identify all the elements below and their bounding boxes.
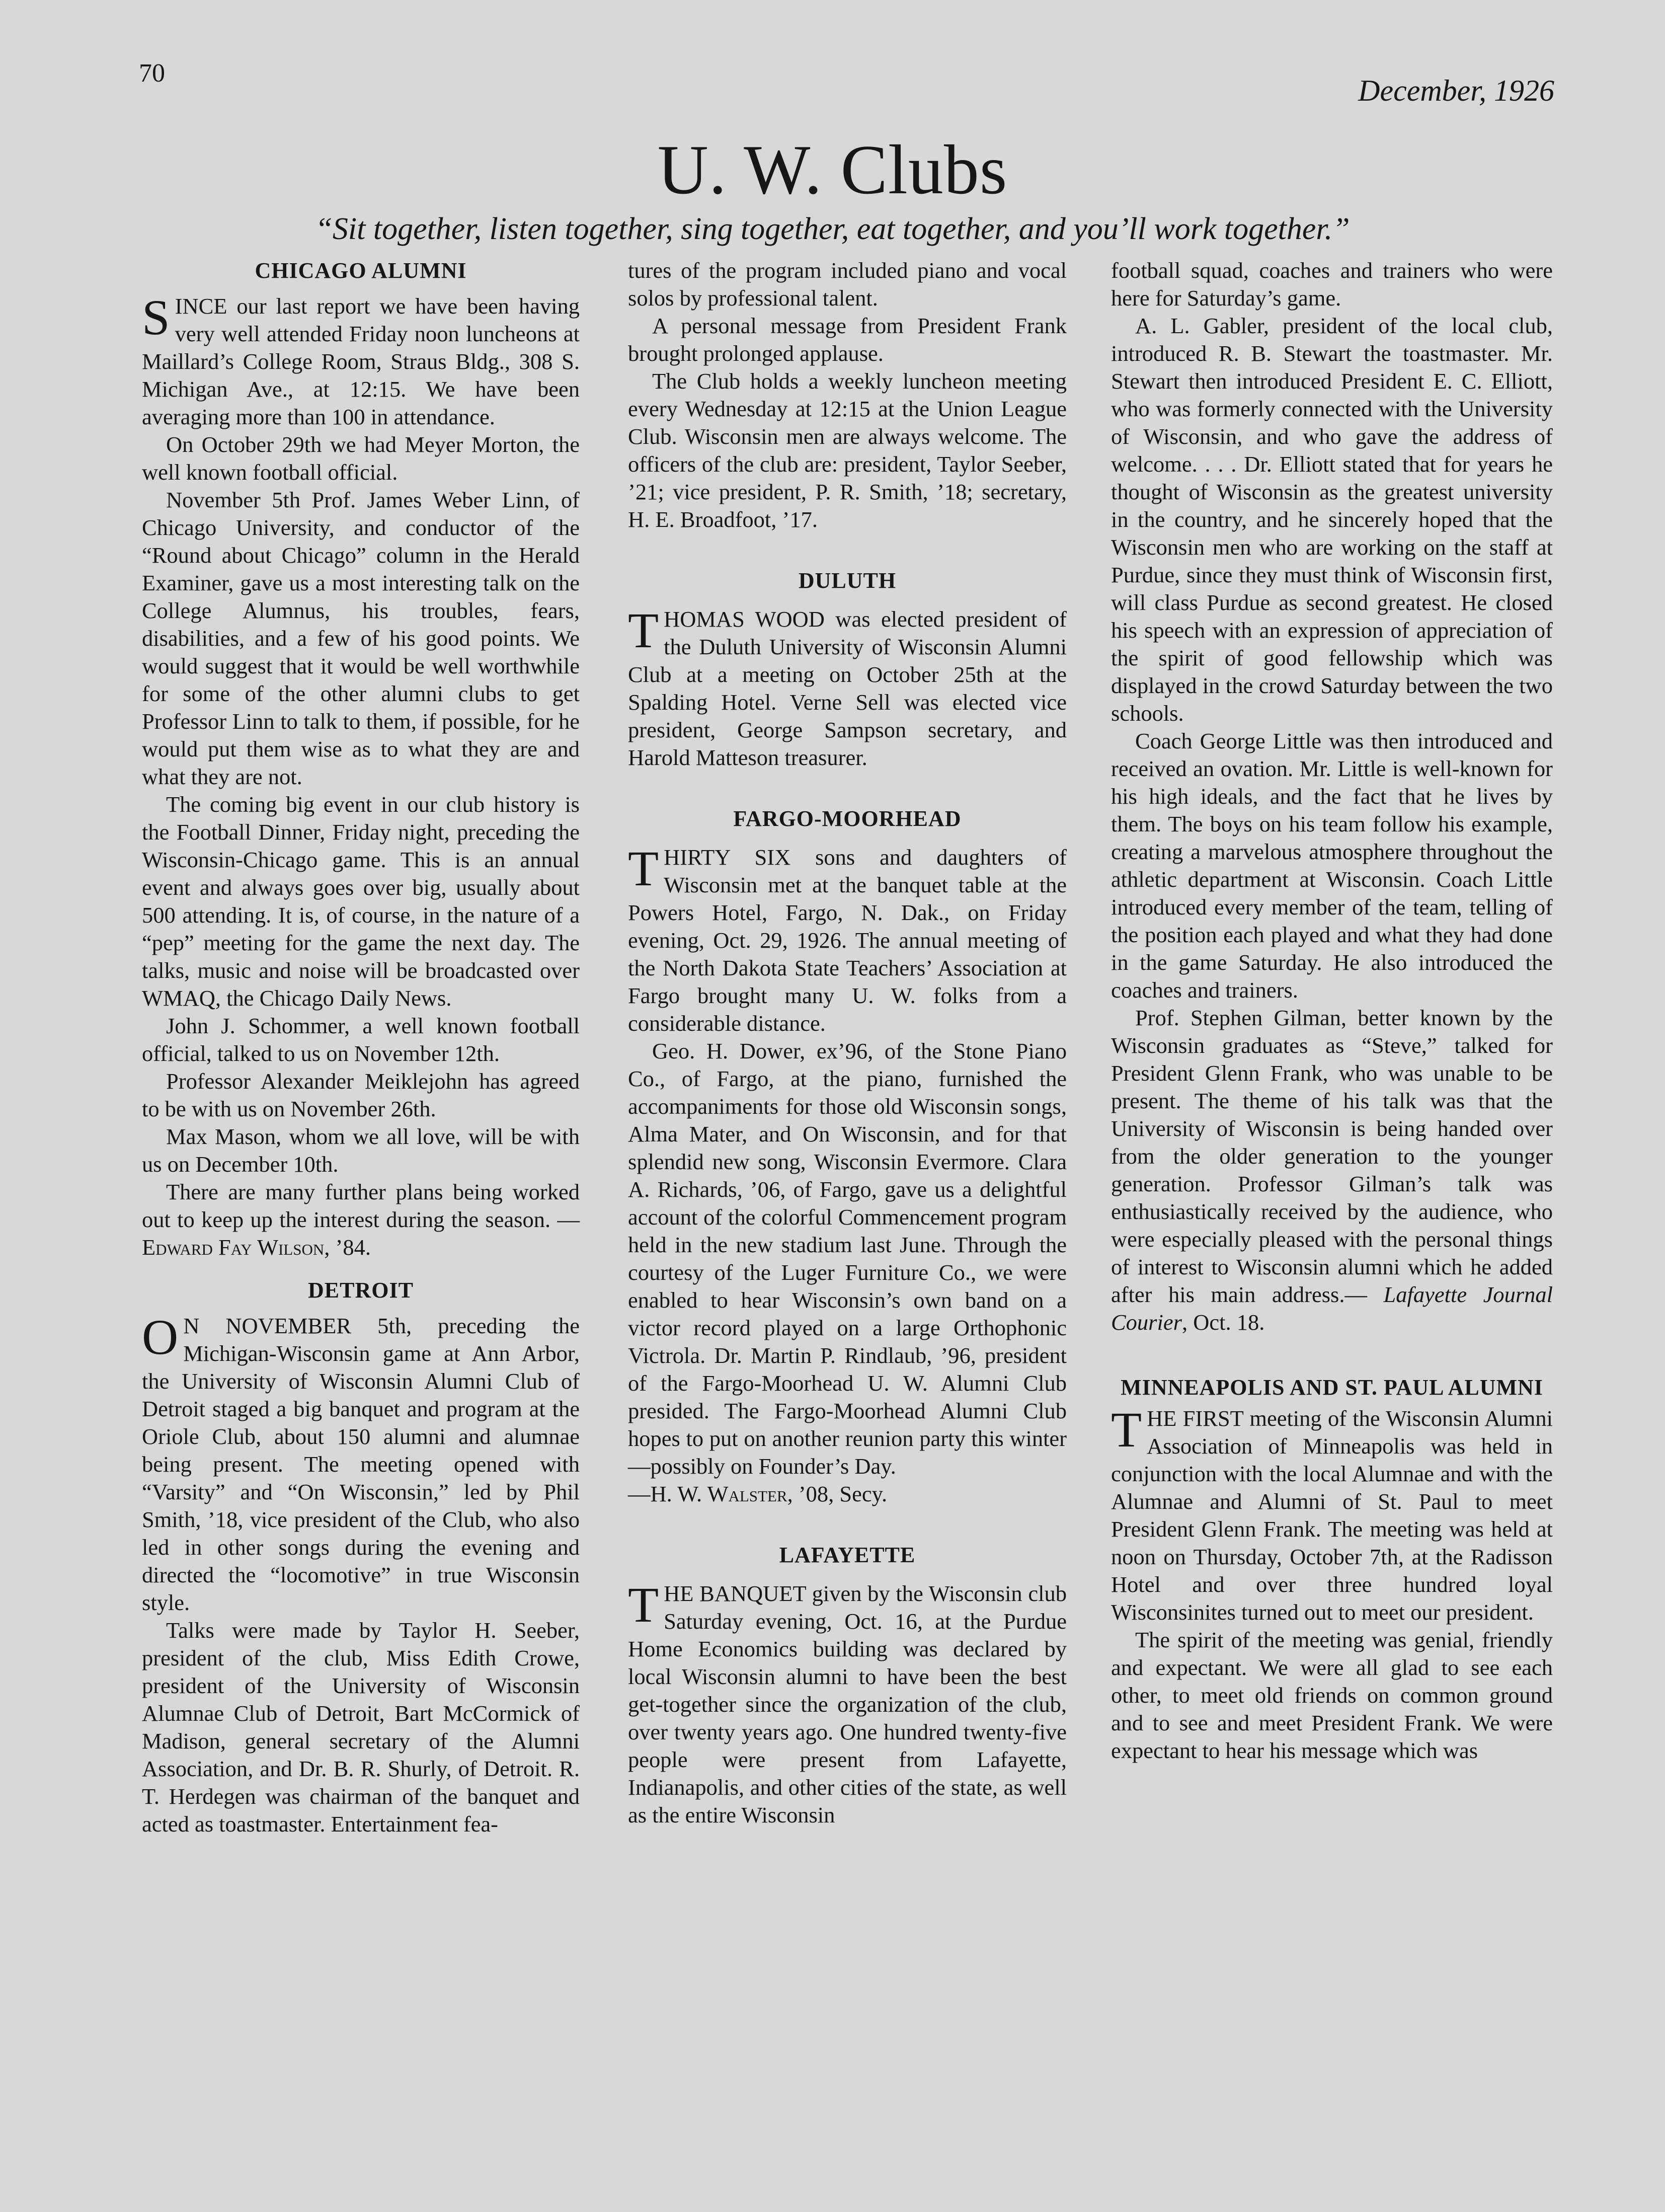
dropcap: S (142, 289, 170, 345)
chicago-paragraph-7: Max Mason, whom we all love, will be with us on December 10th. (142, 1124, 580, 1177)
heading-detroit: DETROIT (308, 1278, 414, 1303)
detroit-continued-paragraph-2: A personal message from President Frank brought prolonged applause. (628, 313, 1067, 366)
chicago-paragraph-8 (142, 1178, 580, 1261)
heading-chicago: CHICAGO ALUMNI (255, 258, 467, 283)
author-title: , ’08, Secy. (787, 1481, 888, 1506)
paragraph-text: HE FIRST meeting of the Wisconsin Alumni Association of Minneapolis was held in conjunction with the local Alumnae and with the Alumnae and Alumni of St. Paul to meet President Glenn Frank. The meeting was held at noon on Thursday, October 7th, at the Radisson Hotel and over three hundred loyal Wisconsinites turned out to meet our president. (1111, 1406, 1553, 1625)
lafayette-continued-paragraph-2: A. L. Gabler, president of the local club, introduced R. B. Stewart the toastmaster. Mr. Stewart then introduced President E. C. Elliott, who was formerly connected with the University of Wisconsin, and who gave the address of welcome. . . . Dr. Elliott stated that for years he thought of Wisconsin as the greatest university in the country, and he sincerely hoped that the Wisconsin men who are working on the staff at Purdue, since they must think of Wisconsin first, will class Purdue as second greatest. He closed his speech with an expression of appreciation of the spirit of good fellowship which was displayed in the crowd Saturday between the two schools. (1111, 313, 1553, 726)
paragraph-text: HOMAS WOOD was elected president of the Duluth University of Wisconsin Alumni Club at a meeting on October 25th at the Spalding Hotel. Verne Sell was elected vice president, George Sampson secretary, and Harold Matteson treasurer. (628, 606, 1067, 770)
paragraph-text: Prof. Stephen Gilman, better known by the Wisconsin graduates as “Steve,” talked for President Glenn Frank, who was unable to be present. The theme of his talk was that the University of Wisconsin is being handed over from the older generation to the younger generation. Professor Gilman’s talk was enthusiastically received by the audience, who were especially pleased with the personal things of interest to Wisconsin alumni which he added after his main address.— (1111, 1005, 1553, 1307)
detroit-continued-paragraph-1: tures of the program included piano and vocal solos by professional talent. (628, 258, 1067, 311)
minneapolis-paragraph-2: The spirit of the meeting was genial, friendly and expectant. We were all glad to see each other, to meet old friends on common ground and to see and meet President Frank. We were expectant to hear his message which was (1111, 1627, 1553, 1763)
chicago-paragraph-5: John J. Schommer, a well known football official, talked to us on November 12th. (142, 1013, 580, 1066)
signature-dash: — (628, 1481, 651, 1506)
issue-date: December, 1926 (1358, 74, 1554, 107)
duluth-paragraph-1 (628, 602, 1067, 772)
chicago-paragraph-1 (142, 289, 580, 431)
chicago-paragraph-3: November 5th Prof. James Weber Linn, of Chicago University, and conductor of the “Round about Chicago” column in the Herald Examiner, gave us a most interesting talk on the College Alumnus, his troubles, fears, disabilities, and a few of his good points. We would suggest that it would be well worthwhile for some of the other alumni clubs to get Professor Linn to talk to them, if possible, for he would put them wise as to what they are and what they are not. (142, 487, 580, 789)
dropcap: O (142, 1309, 179, 1365)
lafayette-paragraph-1 (628, 1577, 1067, 1829)
author-signature: H. W. Walster (650, 1481, 787, 1506)
fargo-signature (628, 1480, 1067, 1508)
heading-fargo-moorhead: FARGO-MOORHEAD (733, 806, 962, 831)
paragraph-text: HE BANQUET given by the Wisconsin club Saturday evening, Oct. 16, at the Purdue Home Economics building was declared by local Wisconsin alumni to have been the best get-together since the organization of the club, over twenty years ago. One hundred twenty-five people were present from Lafayette, Indianapolis, and other cities of the state, as well as the entire Wisconsin (628, 1581, 1067, 1827)
author-year: , ’84. (324, 1235, 371, 1260)
chicago-paragraph-4: The coming big event in our club history is the Football Dinner, Friday night, preceding the Wisconsin-Chicago game. This is an annual event and always goes over big, usually about 500 attending. It is, of course, in the nature of a “pep” meeting for the game the next day. The talks, music and noise will be broadcasted over WMAQ, the Chicago Daily News. (142, 792, 580, 1011)
heading-lafayette: LAFAYETTE (779, 1543, 916, 1567)
dropcap: T (628, 841, 659, 896)
column-3 (1111, 257, 1553, 1765)
paragraph-text: There are many further plans being worked out to keep up the interest during the season. — (142, 1179, 580, 1232)
paragraph-text: N NOVEMBER 5th, preceding the Michigan-Wisconsin game at Ann Arbor, the University of Wisconsin Alumni Club of Detroit staged a big banquet and program at the Oriole Club, about 150 alumni and alumnae being present. The meeting opened with “Varsity” and “On Wisconsin,” led by Phil Smith, ’18, vice president of the Club, who also led in other songs during the evening and directed the “locomotive” in true Wisconsin style. (142, 1313, 580, 1615)
chicago-paragraph-6: Professor Alexander Meiklejohn has agreed to be with us on November 26th. (142, 1069, 580, 1121)
dropcap: T (1111, 1402, 1142, 1458)
page-number: 70 (139, 59, 165, 88)
fargo-paragraph-1 (628, 841, 1067, 1037)
heading-minneapolis-st-paul: MINNEAPOLIS AND ST. PAUL ALUMNI (1121, 1375, 1543, 1400)
dropcap: T (628, 602, 659, 658)
lafayette-continued-paragraph-3: Coach George Little was then introduced and received an ovation. Mr. Little is well-known for his high ideals, and the fact that he lives by them. The boys on his team follow his example, creating a marvelous atmosphere throughout the athletic department at Wisconsin. Coach Little introduced every member of the team, telling of the position each played and what they had done in the game Saturday. He also introduced the coaches and trainers. (1111, 728, 1553, 1003)
source-date: , Oct. 18. (1181, 1310, 1265, 1335)
motto: “Sit together, listen together, sing together, eat together, and you’ll work together.” (315, 212, 1350, 246)
column-1 (142, 257, 580, 1838)
detroit-paragraph-1 (142, 1309, 580, 1617)
heading-duluth: DULUTH (798, 568, 897, 593)
source-publication: Lafayette Journal Courier (1111, 1282, 1553, 1335)
fargo-paragraph-2: Geo. H. Dower, ex’96, of the Stone Piano Co., of Fargo, at the piano, furnished the accompaniments for those old Wisconsin songs, Alma Mater, and On Wisconsin, and for that splendid new song, Wisconsin Evermore. Clara A. Richards, ’06, of Fargo, gave us a delightful account of the colorful Commencement program held in the new stadium last June. Through the courtesy of the Luger Furniture Co., we were enabled to hear Wisconsin’s own band on a victor record played on a large Orthophonic Victrola. Dr. Martin P. Rindlaub, ’96, president of the Fargo-Moorhead U. W. Alumni Club presided. The Fargo-Moorhead Alumni Club hopes to put on another reunion party this winter—possibly on Founder’s Day. (628, 1038, 1067, 1479)
lafayette-continued-paragraph-1: football squad, coaches and trainers who were here for Saturday’s game. (1111, 258, 1553, 311)
page-title: U. W. Clubs (657, 131, 1008, 209)
detroit-continued-paragraph-3: The Club holds a weekly luncheon meeting every Wednesday at 12:15 at the Union League Club. Wisconsin men are always welcome. The officers of the club are: president, Taylor Seeber, ’21; vice president, P. R. Smith, ’18; secretary, H. E. Broadfoot, ’17. (628, 368, 1067, 532)
paragraph-text: INCE our last report we have been having very well attended Friday noon luncheons at Maillard’s College Room, Straus Bldg., 308 S. Michigan Ave., at 12:15. We have been averaging more than 100 in attendance. (142, 293, 580, 429)
dropcap: T (628, 1577, 659, 1633)
author-signature: Edward Fay Wilson (142, 1235, 325, 1260)
paragraph-text: HIRTY SIX sons and daughters of Wisconsin met at the banquet table at the Powers Hotel, Fargo, N. Dak., on Friday evening, Oct. 29, 1926. The annual meeting of the North Dakota State Teachers’ Association at Fargo brought many U. W. folks from a considerable distance. (628, 845, 1067, 1036)
column-2 (628, 257, 1067, 1829)
chicago-paragraph-2: On October 29th we had Meyer Morton, the well known football official. (142, 432, 580, 485)
lafayette-continued-paragraph-4 (1111, 1004, 1553, 1336)
minneapolis-paragraph-1 (1111, 1402, 1553, 1626)
detroit-paragraph-2: Talks were made by Taylor H. Seeber, president of the club, Miss Edith Crowe, president of the University of Wisconsin Alumnae Club of Detroit, Bart McCormick of Madison, general secretary of the Alumni Association, and Dr. B. R. Shurly, of Detroit. R. T. Herdegen was chairman of the banquet and acted as toastmaster. Entertainment fea- (142, 1618, 580, 1837)
